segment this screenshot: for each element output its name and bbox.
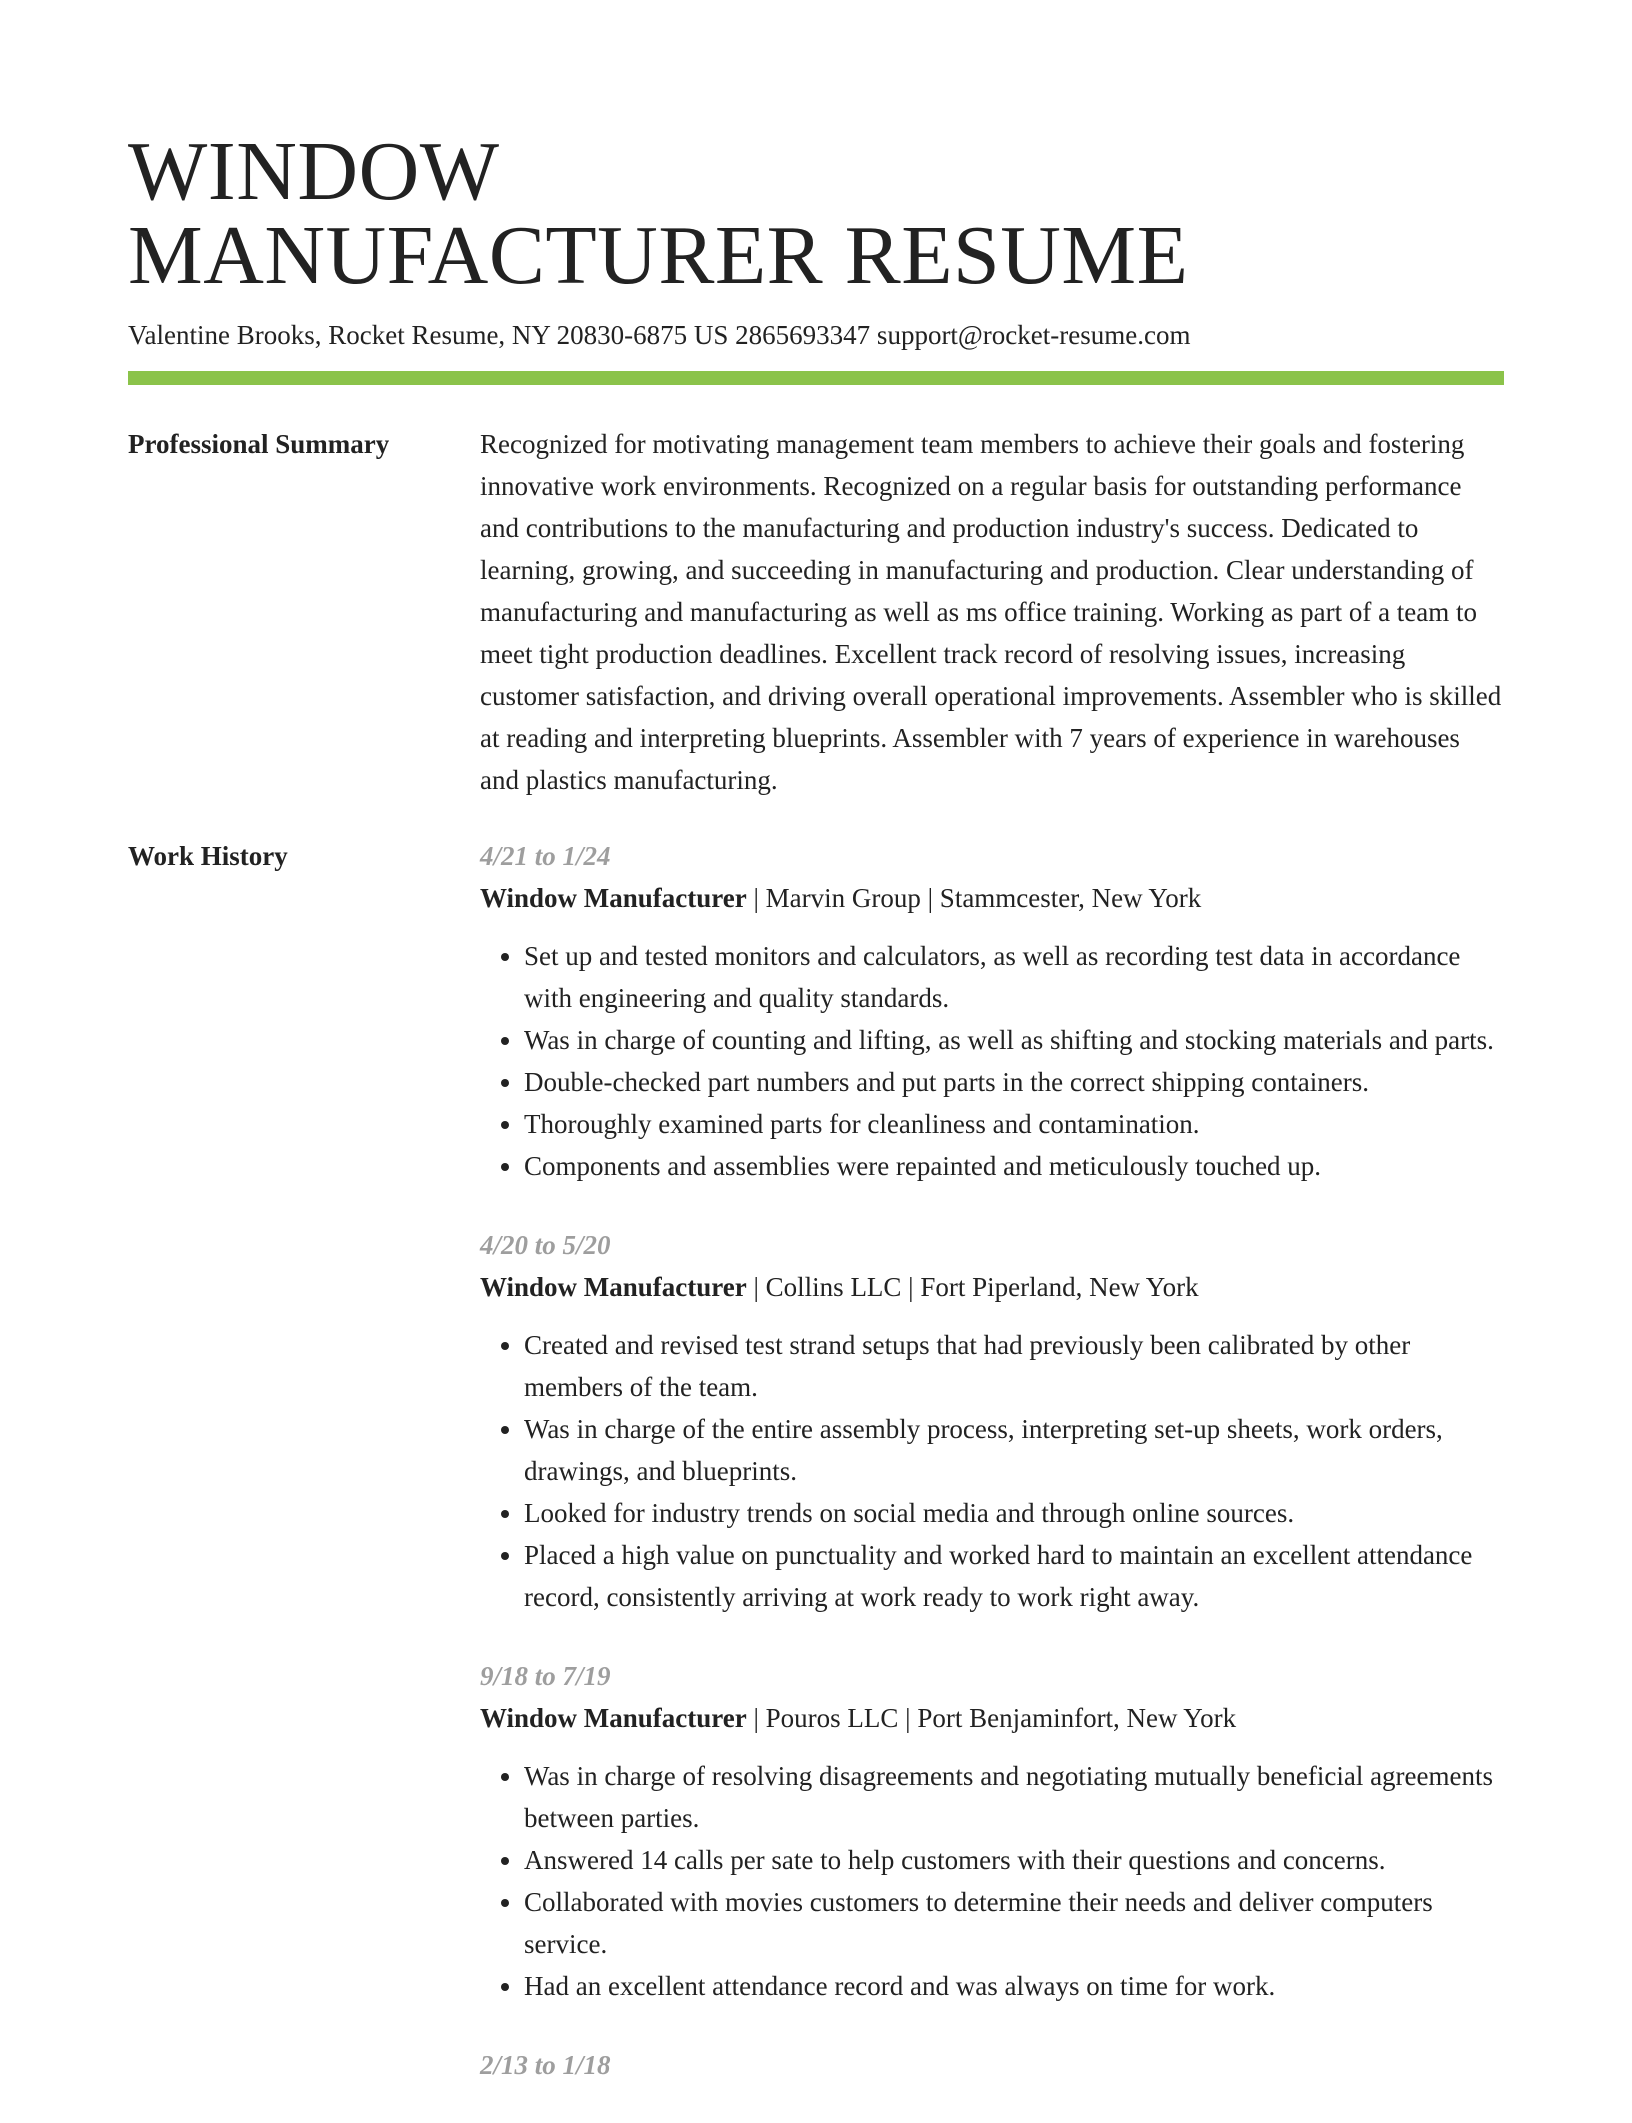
job-dates: 2/13 to 1/18 xyxy=(480,2050,611,2080)
job-dates: 4/20 to 5/20 xyxy=(480,1230,611,1260)
job-details: | Marvin Group | Stammcester, New York xyxy=(746,883,1202,913)
job-bullet: • Components and assemblies were repainted and meticulously touched up. xyxy=(524,1145,1504,1187)
job-title-line xyxy=(480,1697,1504,1739)
job-bullet: • Answered 14 calls per sate to help customers with their questions and concerns. xyxy=(524,1839,1504,1881)
job-bullet: • Set up and tested monitors and calculators, as well as recording test data in accordance with engineering and quality standards. xyxy=(524,935,1504,1019)
job-title-line xyxy=(480,877,1504,919)
job-entry xyxy=(480,1224,1504,1618)
job-entry xyxy=(480,2044,1504,2086)
summary-text: Recognized for motivating management team members to achieve their goals and fostering innovative work environments. Recognized on a regular basis for outstanding performance and contributions to the manufacturing and production industry's success. Dedicated to learning, growing, and succeeding in manufacturing and production. Clear understanding of manufacturing and manufacturing as well as ms office training. Working as part of a team to meet tight production deadlines. Excellent track record of resolving issues, increasing customer satisfaction, and driving overall operational improvements. Assembler who is skilled at reading and interpreting blueprints. Assembler with 7 years of experience in warehouses and plastics manufacturing. xyxy=(480,429,1502,795)
job-bullet: • Was in charge of resolving disagreements and negotiating mutually beneficial agreements between parties. xyxy=(524,1755,1504,1839)
job-bullet: • Created and revised test strand setups that had previously been calibrated by other members of the team. xyxy=(524,1324,1504,1408)
job-role: Window Manufacturer xyxy=(480,1703,747,1733)
job-bullet-list xyxy=(480,935,1504,1187)
contact-info: Valentine Brooks, Rocket Resume, NY 20830-6875 US 2865693347 support@rocket-resume.com xyxy=(128,320,1191,350)
resume-title xyxy=(128,125,1504,302)
title-line-1: WINDOW xyxy=(128,125,500,218)
job-details: | Collins LLC | Fort Piperland, New York xyxy=(746,1272,1199,1302)
work-history-label: Work History xyxy=(128,841,288,871)
resume-page xyxy=(128,125,1504,2123)
job-title-line xyxy=(480,1266,1504,1308)
job-dates: 9/18 to 7/19 xyxy=(480,1661,611,1691)
job-bullet: • Thoroughly examined parts for cleanliness and contamination. xyxy=(524,1103,1504,1145)
job-entry xyxy=(480,1655,1504,2007)
job-bullet: • Collaborated with movies customers to determine their needs and deliver computers service. xyxy=(524,1881,1504,1965)
title-line-2: MANUFACTURER RESUME xyxy=(128,209,1189,302)
job-dates: 4/21 to 1/24 xyxy=(480,841,611,871)
job-details: | Pouros LLC | Port Benjaminfort, New York xyxy=(746,1703,1237,1733)
job-bullet: • Was in charge of counting and lifting, as well as shifting and stocking materials and parts. xyxy=(524,1019,1504,1061)
summary-section xyxy=(128,431,1504,801)
accent-divider xyxy=(128,371,1504,385)
job-role: Window Manufacturer xyxy=(480,883,747,913)
work-history-section xyxy=(128,843,1504,2123)
job-entry xyxy=(480,835,1504,1187)
job-bullet: • Had an excellent attendance record and was always on time for work. xyxy=(524,1965,1504,2007)
job-bullet-list xyxy=(480,1324,1504,1618)
job-bullet: • Placed a high value on punctuality and worked hard to maintain an excellent attendance record, consistently arriving at work ready to work right away. xyxy=(524,1534,1504,1618)
summary-label: Professional Summary xyxy=(128,429,390,459)
job-role: Window Manufacturer xyxy=(480,1272,747,1302)
job-bullet: • Looked for industry trends on social media and through online sources. xyxy=(524,1492,1504,1534)
job-bullet-list xyxy=(480,1755,1504,2007)
job-bullet: • Double-checked part numbers and put parts in the correct shipping containers. xyxy=(524,1061,1504,1103)
job-bullet: • Was in charge of the entire assembly process, interpreting set-up sheets, work orders, drawings, and blueprints. xyxy=(524,1408,1504,1492)
job-list xyxy=(480,835,1504,2123)
